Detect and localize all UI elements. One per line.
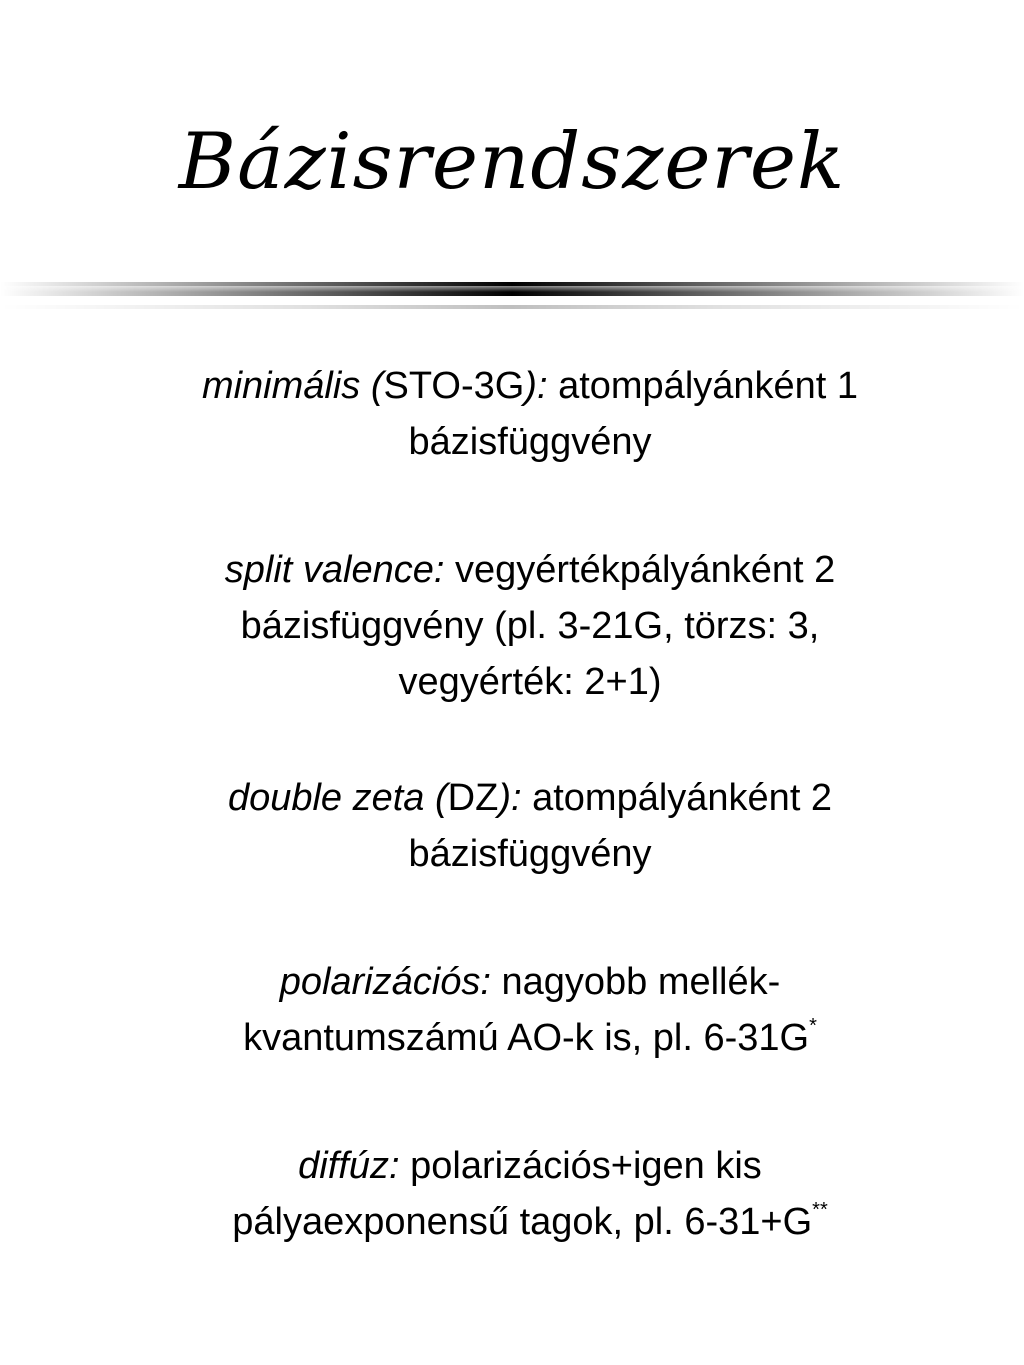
item-term-close: ): xyxy=(524,365,548,407)
item-term: double zeta ( xyxy=(227,777,448,819)
item-desc-line2: pályaexponensű tagok, pl. 6-31+G xyxy=(232,1201,813,1243)
item-term: split valence: xyxy=(224,549,445,591)
list-item-polarization xyxy=(130,954,930,1066)
item-desc-line2: kvantumszámú AO-k is, pl. 6-31G xyxy=(243,1017,810,1059)
list-item-diffuse xyxy=(130,1138,930,1250)
slide-title: Bázisrendszerek xyxy=(178,117,846,207)
item-superscript: ** xyxy=(812,1199,828,1222)
item-abbr: STO-3G xyxy=(383,365,525,407)
title-divider xyxy=(0,282,1024,296)
list-item-double-zeta xyxy=(130,770,930,882)
item-desc-line1: atompályánként 2 xyxy=(521,777,833,819)
item-term: minimális ( xyxy=(201,365,384,407)
item-desc-line2: bázisfüggvény xyxy=(408,421,652,463)
bullet-list xyxy=(130,358,930,1322)
list-item-split-valence xyxy=(130,542,930,710)
item-desc-line1: atompályánként 1 xyxy=(547,365,859,407)
item-abbr: DZ xyxy=(447,777,499,819)
item-term: polarizációs: xyxy=(279,961,491,1003)
item-desc-line2: bázisfüggvény (pl. 3-21G, törzs: 3, xyxy=(240,605,820,647)
item-desc-line1: vegyértékpályánként 2 xyxy=(444,549,836,591)
item-desc-line3: vegyérték: 2+1) xyxy=(398,661,662,703)
item-desc-line1: polarizációs+igen kis xyxy=(399,1145,762,1187)
item-desc-line2: bázisfüggvény xyxy=(408,833,652,875)
item-desc-line1: nagyobb mellék- xyxy=(490,961,781,1003)
item-term: diffúz: xyxy=(298,1145,400,1187)
title-divider-shadow xyxy=(0,305,1024,309)
item-term-close: ): xyxy=(498,777,522,819)
list-item-minimal xyxy=(130,358,930,470)
item-superscript: * xyxy=(809,1015,817,1038)
